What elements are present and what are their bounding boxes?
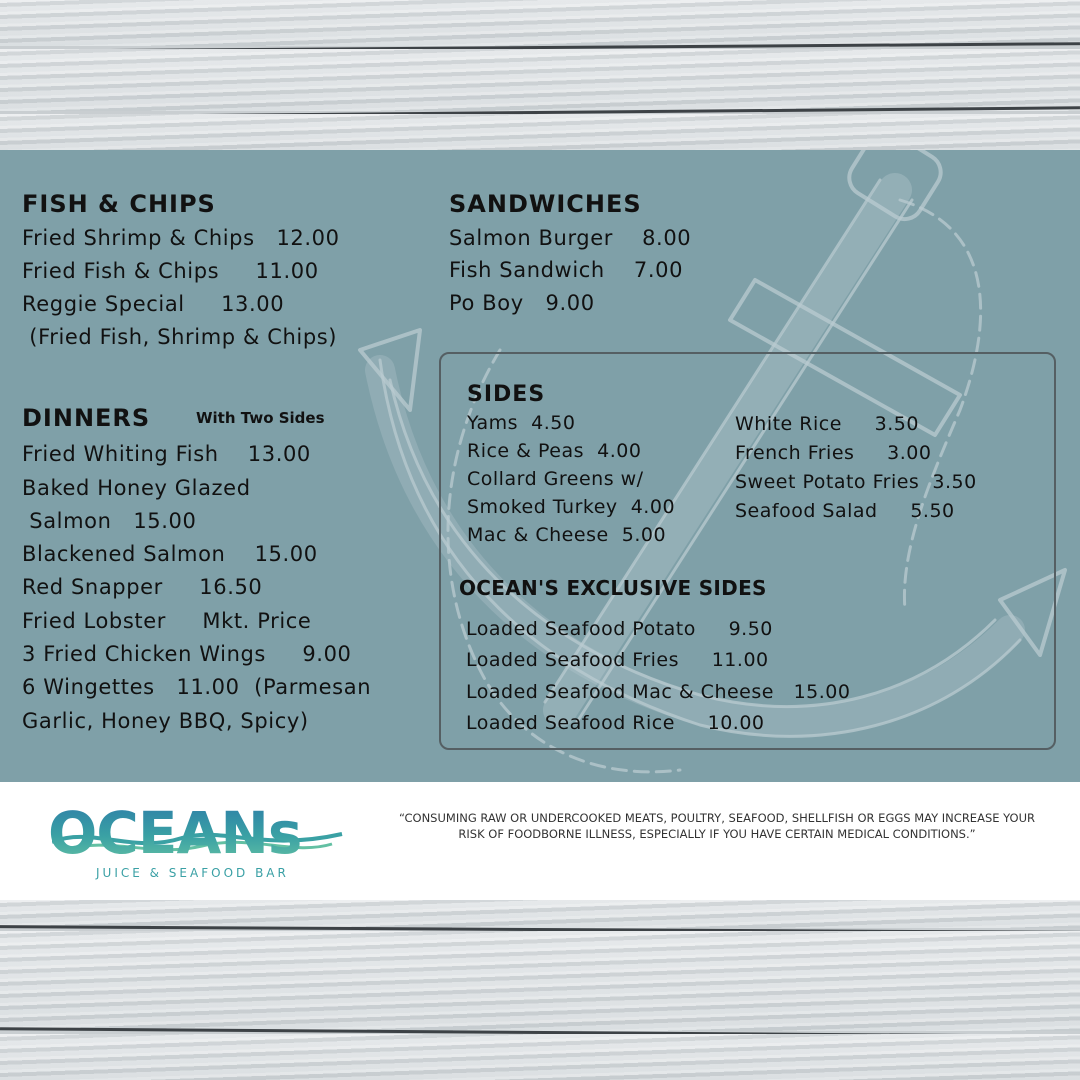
dinners-heading: DINNERS	[22, 404, 151, 432]
exclusive-sides-heading: OCEAN'S EXCLUSIVE SIDES	[459, 576, 767, 600]
menu-item: Fried Whiting Fish 13.00	[22, 442, 311, 466]
menu-item: Fish Sandwich 7.00	[449, 258, 684, 282]
logo: OCEANs	[48, 799, 302, 867]
menu-item: Salmon 15.00	[22, 509, 197, 533]
wood-background-bottom	[0, 900, 1080, 1080]
menu-item: 6 Wingettes 11.00 (Parmesan	[22, 675, 372, 699]
menu-item: Fried Lobster Mkt. Price	[22, 609, 312, 633]
side-item: Seafood Salad 5.50	[735, 500, 955, 522]
logo-subtext: JUICE & SEAFOOD BAR	[96, 866, 289, 880]
footer	[0, 782, 1080, 900]
exclusive-side-item: Loaded Seafood Potato 9.50	[466, 618, 773, 640]
menu-item: Fried Shrimp & Chips 12.00	[22, 226, 340, 250]
menu-item: Red Snapper 16.50	[22, 575, 263, 599]
menu-item: Salmon Burger 8.00	[449, 226, 692, 250]
fish-chips-heading: FISH & CHIPS	[22, 190, 216, 218]
menu-item: Blackened Salmon 15.00	[22, 542, 318, 566]
side-item: White Rice 3.50	[735, 413, 919, 435]
side-item: Rice & Peas 4.00	[467, 440, 642, 462]
wood-background-top	[0, 0, 1080, 150]
side-item: Smoked Turkey 4.00	[467, 496, 676, 518]
exclusive-side-item: Loaded Seafood Rice 10.00	[466, 712, 765, 734]
side-item: Yams 4.50	[467, 412, 576, 434]
menu-board	[0, 150, 1080, 900]
side-item: Collard Greens w/	[467, 468, 644, 490]
menu-item: Reggie Special 13.00	[22, 292, 285, 316]
sides-heading: SIDES	[467, 382, 546, 407]
menu-item: Po Boy 9.00	[449, 291, 595, 315]
side-item: French Fries 3.00	[735, 442, 932, 464]
health-warning	[372, 810, 1062, 842]
menu-item: Fried Fish & Chips 11.00	[22, 259, 319, 283]
dinners-subheading: With Two Sides	[196, 409, 325, 427]
menu-item: 3 Fried Chicken Wings 9.00	[22, 642, 352, 666]
menu-item-note: (Fried Fish, Shrimp & Chips)	[22, 325, 338, 349]
side-item: Sweet Potato Fries 3.50	[735, 471, 977, 493]
health-warning-line: RISK OF FOODBORNE ILLNESS, ESPECIALLY IF YOU HAVE CERTAIN MEDICAL CONDITIONS.”	[458, 827, 976, 841]
side-item: Mac & Cheese 5.00	[467, 524, 667, 546]
menu-item: Garlic, Honey BBQ, Spicy)	[22, 709, 309, 733]
menu-item: Baked Honey Glazed	[22, 476, 251, 500]
exclusive-side-item: Loaded Seafood Mac & Cheese 15.00	[466, 681, 851, 703]
exclusive-side-item: Loaded Seafood Fries 11.00	[466, 649, 769, 671]
sandwiches-heading: SANDWICHES	[449, 190, 642, 218]
health-warning-line: “CONSUMING RAW OR UNDERCOOKED MEATS, POULTRY, SEAFOOD, SHELLFISH OR EGGS MAY INCREASE YOUR	[398, 811, 1036, 825]
